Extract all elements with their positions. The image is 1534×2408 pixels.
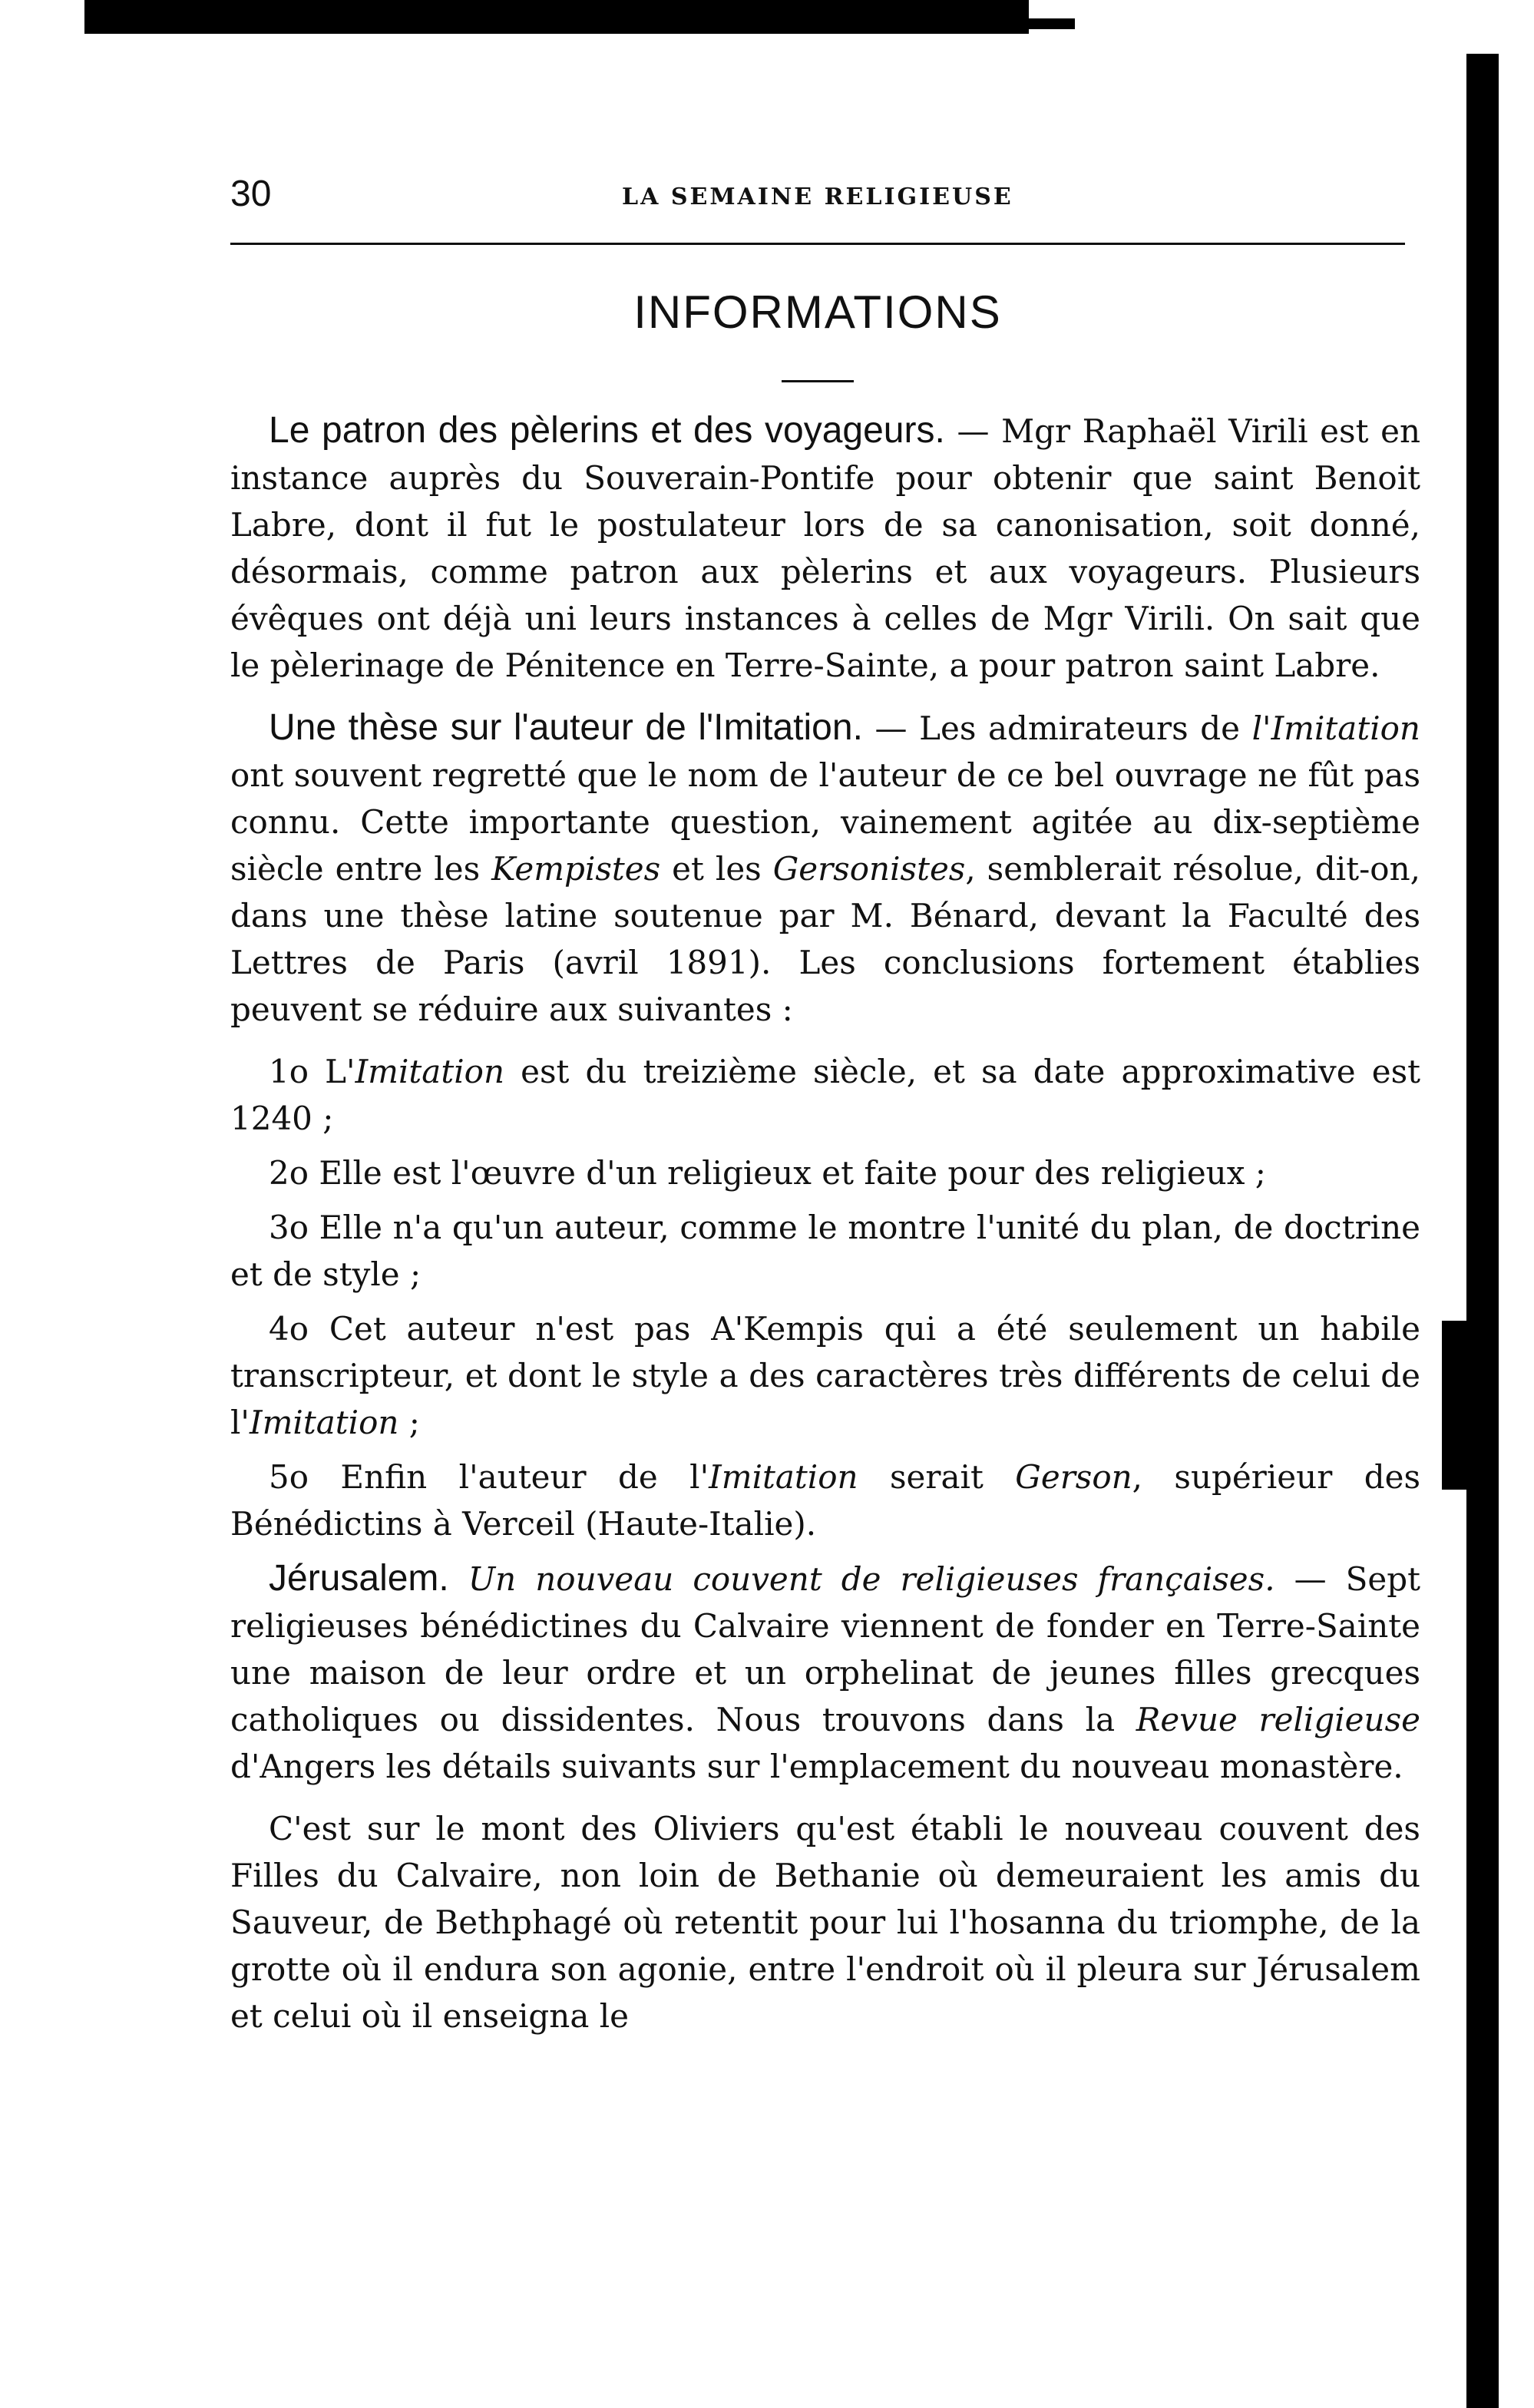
article-body: — Mgr Raphaël Virili est en instance auprès du Souverain-Pontife pour obtenir que saint Benoit Labre, dont il fut le postulateur lors de sa canonisation, soit donné, désormais, comme patron aux pèlerins et aux voyageurs. Plusieurs évêques ont déjà uni leurs instances à celles de Mgr Virili. On sait que le pèlerinage de Pénitence en Terre-Sainte, a pour patron saint Labre. <box>230 412 1420 684</box>
list-item <box>230 1149 1420 1196</box>
article-body: , semblerait résolue, dit-on, dans une thèse latine soutenue par M. Bénard, devant la Faculté des Lettres de Paris (avril 1891). Les conclusions fortement établies peuvent se réduire aux suivantes : <box>230 850 1420 1028</box>
article-body: ont souvent regretté que le nom de l'auteur de ce bel ouvrage ne fût pas connu. Cette importante question, vainement agitée au dix-septième siècle entre les <box>230 756 1420 888</box>
article-column <box>230 407 1420 2055</box>
list-text: est du treizième siècle, et sa date approximative est 1240 ; <box>230 1053 1420 1137</box>
article-imitation <box>230 704 1420 1033</box>
article-patron <box>230 407 1420 689</box>
list-item <box>230 1048 1420 1142</box>
list-text: 2o Elle est l'œuvre d'un religieux et faite pour des religieux ; <box>269 1154 1266 1192</box>
list-text: ; <box>398 1404 420 1441</box>
list-item <box>230 1454 1420 1547</box>
article-body: — Les admirateurs de <box>862 710 1252 747</box>
page-number: 30 <box>230 174 272 214</box>
article-body: C'est sur le mont des Oliviers qu'est établi le nouveau couvent des Filles du Calvaire, non loin de Bethanie où demeuraient les amis du Sauveur, de Bethphagé où retentit pour lui l'hosanna du triomphe, de la grotte où il endura son agonie, entre l'endroit où il pleura sur Jérusalem et celui où il enseigna le <box>230 1810 1420 2035</box>
italic-term: Kempistes <box>491 850 661 888</box>
page-header <box>230 173 1405 214</box>
list-text: 4o Cet auteur n'est pas A'Kempis qui a été seulement un habile transcripteur, et dont le style a des caractères très différents de celui de l' <box>230 1310 1420 1441</box>
article-subtitle: Un nouveau couvent de religieuses françaises. <box>448 1560 1275 1598</box>
list-item <box>230 1204 1420 1298</box>
scan-border-top <box>84 0 1029 34</box>
list-text: 5o Enfin l'auteur de l' <box>269 1458 709 1496</box>
section-title: INFORMATIONS <box>633 286 1002 338</box>
article-headline: Une thèse sur l'auteur de l'Imitation. <box>269 707 863 748</box>
italic-name: Gerson <box>1015 1458 1132 1496</box>
article-body: — Sept religieuses bénédictines du Calvaire viennent de fonder en Terre-Sainte une maison de leur ordre et un orphelinat de jeunes filles grecques catholiques ou dissidentes. Nous trouvons dans la <box>230 1560 1420 1738</box>
list-text: serait <box>858 1458 1016 1496</box>
scan-border-right-fragment <box>1442 1321 1470 1490</box>
list-text: 3o Elle n'a qu'un auteur, comme le montre l'unité du plan, de doctrine et de style ; <box>230 1209 1420 1293</box>
article-body: et les <box>660 850 773 888</box>
italic-title: Revue religieuse <box>1136 1701 1420 1738</box>
list-item <box>230 1305 1420 1446</box>
article-headline: Le patron des pèlerins et des voyageurs. <box>269 410 945 451</box>
article-jerusalem <box>230 1555 1420 1790</box>
article-headline: Jérusalem. <box>269 1558 449 1599</box>
list-text: 1o L' <box>269 1053 355 1090</box>
list-text: , supérieur des Bénédictins à Verceil (Haute-Italie). <box>230 1458 1420 1543</box>
article-body: d'Angers les détails suivants sur l'emplacement du nouveau monastère. <box>230 1748 1403 1785</box>
italic-title: l'Imitation <box>1251 710 1420 747</box>
scan-border-top-fragment <box>1029 18 1075 29</box>
italic-title: Imitation <box>355 1053 504 1090</box>
italic-term: Gersonistes <box>772 850 966 888</box>
article-jerusalem-continued <box>230 1805 1420 2039</box>
title-rule <box>782 380 854 382</box>
italic-title: Imitation <box>249 1404 399 1441</box>
scan-border-right <box>1466 54 1499 2408</box>
running-title: LA SEMAINE RELIGIEUSE <box>622 184 1013 210</box>
italic-title: Imitation <box>709 1458 858 1496</box>
header-rule <box>230 243 1405 245</box>
